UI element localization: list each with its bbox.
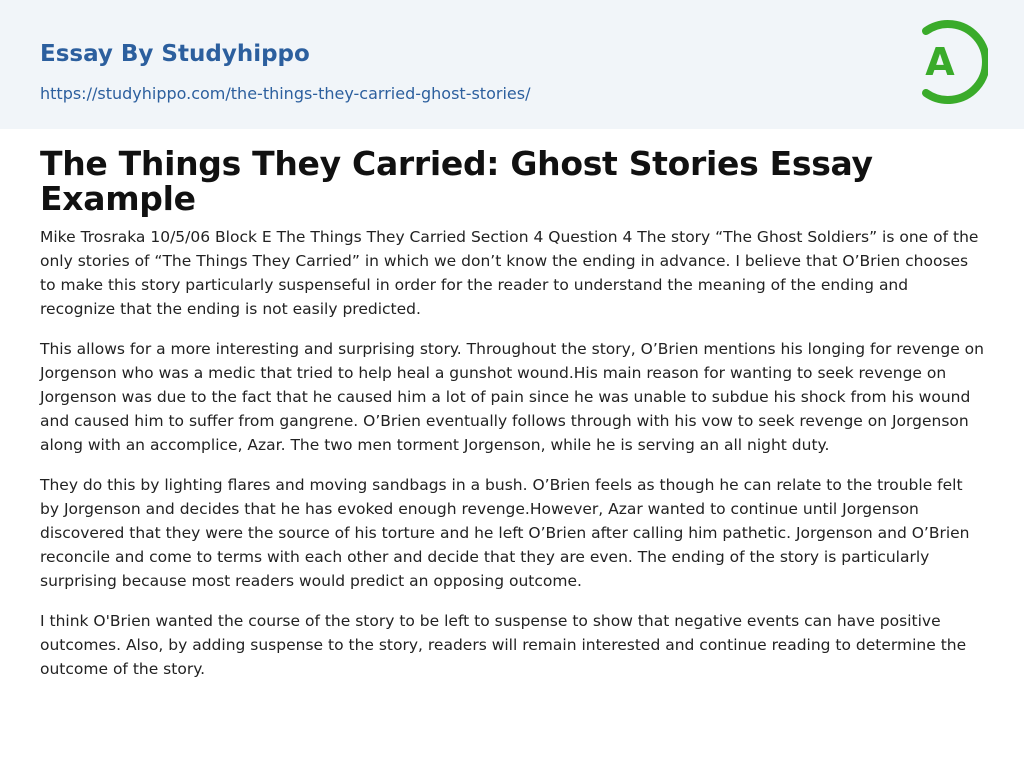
article-paragraph-1: Mike Trosraka 10/5/06 Block E The Things They Carried Section 4 Question 4 The story “The Ghost Soldiers” is one of the only stories of “The Things They Carried” in which we don’t know the ending in advance. I believe that O’Brien chooses to make this story particularly suspenseful in order for the reader to understand the meaning of the ending and recognize that the ending is not easily predicted. <box>40 228 979 318</box>
article <box>40 146 984 681</box>
studyhippo-logo-icon[interactable] <box>912 18 988 106</box>
article-title: The Things They Carried: Ghost Stories Essay Example <box>40 144 873 218</box>
article-paragraph-4: I think O'Brien wanted the course of the story to be left to suspense to show that negative events can have positive outcomes. Also, by adding suspense to the story, readers will remain interested and continue reading to determine the outcome of the story. <box>40 612 967 678</box>
site-header <box>0 0 1024 129</box>
article-paragraph-3: They do this by lighting flares and moving sandbags in a bush. O’Brien feels as though he can relate to the trouble felt by Jorgenson and decides that he has evoked enough revenge.However, Azar wanted to continue until Jorgenson discovered that they were the source of his torture and he left O’Brien after calling him pathetic. Jorgenson and O’Brien reconcile and come to terms with each other and decide that they are even. The ending of the story is particularly surprising because most readers would predict an opposing outcome. <box>40 476 970 590</box>
page-url-link[interactable]: https://studyhippo.com/the-things-they-carried-ghost-stories/ <box>40 84 531 103</box>
logo-letter: A <box>925 40 955 84</box>
site-brand[interactable]: Essay By Studyhippo <box>40 41 310 67</box>
article-paragraph-2: This allows for a more interesting and surprising story. Throughout the story, O’Brien mentions his longing for revenge on Jorgenson who was a medic that tried to help heal a gunshot wound.His main reason for wanting to seek revenge on Jorgenson was due to the fact that he caused him a lot of pain since he was unable to subdue his shock from his wound and caused him to suffer from gangrene. O’Brien eventually follows through with his vow to seek revenge on Jorgenson along with an accomplice, Azar. The two men torment Jorgenson, while he is serving an all night duty. <box>40 340 984 454</box>
